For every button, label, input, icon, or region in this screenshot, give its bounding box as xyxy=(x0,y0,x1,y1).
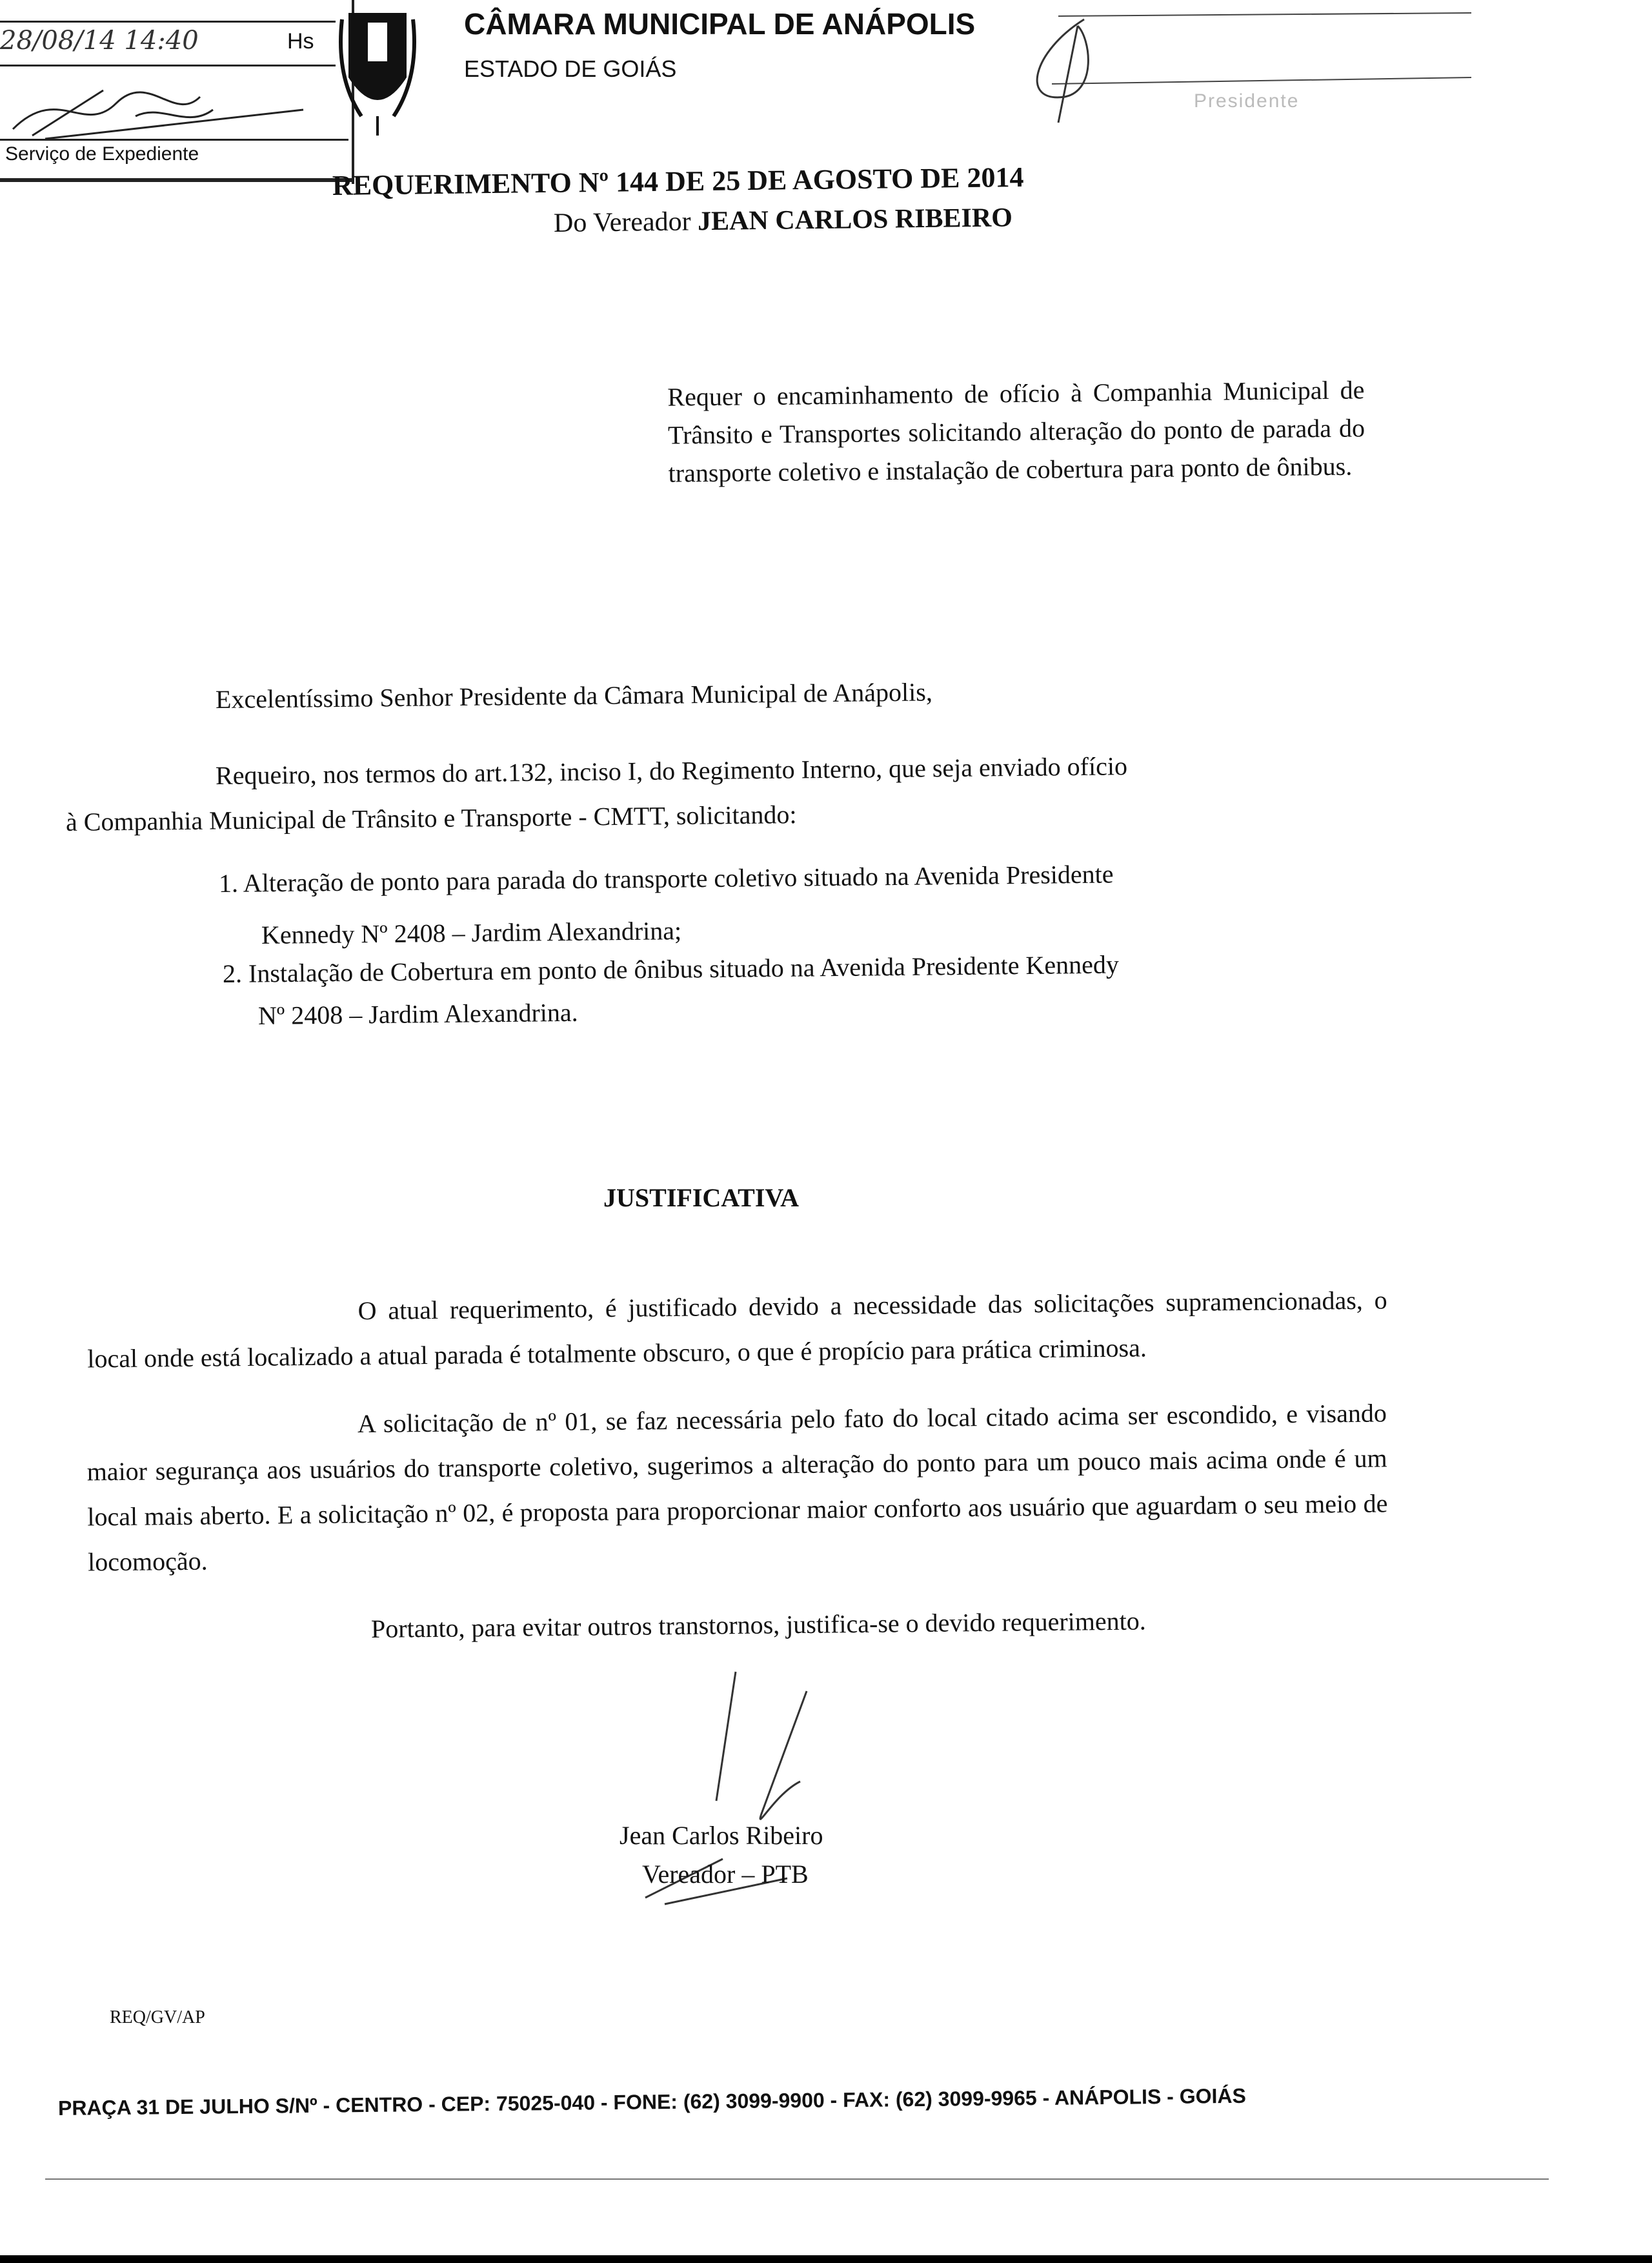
handwritten-signature xyxy=(452,1665,968,1936)
justification-paragraph-1: O atual requerimento, é justificado devido a necessidade das solicitações supramencionadas, o local onde está localizado a atual parada é totalmente obscuro, o que é propício para prática criminosa. xyxy=(87,1285,1387,1374)
justification-paragraph-2: A solicitação de nº 01, se faz necessária pelo fato do local citado acima ser escondido, e visando maior segurança aos usuários do transporte coletivo, sugerimos a alteração do ponto para um pouco mais acima onde é um local mais aberto. E a solicitação nº 02, é proposta para proporcionar maior conforto aos usuário que aguardam o seu meio de locomoção. xyxy=(86,1398,1388,1577)
author-name: JEAN CARLOS RIBEIRO xyxy=(697,203,1013,237)
stamp-signature xyxy=(6,77,316,142)
request-line-2: à Companhia Municipal de Trânsito e Transporte - CMTT, solicitando: xyxy=(65,800,797,837)
stamp-department: Serviço de Expediente xyxy=(5,143,199,165)
closing-sentence: Portanto, para evitar outros transtornos, justifica-se o devido requerimento. xyxy=(370,1606,1146,1643)
institution-name: CÂMARA MUNICIPAL DE ANÁPOLIS xyxy=(464,7,976,41)
stamp-hours-label: Hs xyxy=(287,29,314,54)
author-prefix: Do Vereador xyxy=(553,207,691,238)
list-item-2: 2. Instalação de Cobertura em ponto de ônibus situado na Avenida Presidente Kennedy xyxy=(222,949,1120,988)
reference-code: REQ/GV/AP xyxy=(110,2007,205,2027)
president-signature-stamp xyxy=(994,0,1471,148)
list-item-1-cont: Kennedy Nº 2408 – Jardim Alexandrina; xyxy=(261,916,682,949)
list-item-2-cont: Nº 2408 – Jardim Alexandrina. xyxy=(257,997,578,1030)
scan-edge-band xyxy=(0,2255,1652,2263)
document-title: REQUERIMENTO Nº 144 DE 25 DE AGOSTO DE 2014 xyxy=(332,161,1024,201)
stamp-divider xyxy=(0,21,336,23)
document-summary: Requer o encaminhamento de ofício à Companhia Municipal de Trânsito e Transportes solicitando alteração do ponto de parada do transporte coletivo e instalação de cobertura para ponto de ônibus. xyxy=(667,375,1365,488)
footer-divider xyxy=(45,2178,1549,2180)
stamp-divider xyxy=(0,65,336,66)
protocol-stamp xyxy=(0,0,354,184)
footer-address: PRAÇA 31 DE JULHO S/Nº - CENTRO - CEP: 75025-040 - FONE: (62) 3099-9900 - FAX: (62) 3099-9965 - ANÁPOLIS - GOIÁS xyxy=(57,2084,1247,2120)
signer-role: Vereador – PTB xyxy=(642,1860,809,1889)
document-author xyxy=(554,202,1012,239)
request-line-1: Requeiro, nos termos do art.132, inciso I, do Regimento Interno, que seja enviado ofício xyxy=(215,751,1128,790)
salutation: Excelentíssimo Senhor Presidente da Câmara Municipal de Anápolis, xyxy=(215,677,933,714)
state-name: ESTADO DE GOIÁS xyxy=(464,56,677,82)
stamp-divider xyxy=(0,139,348,141)
handwritten-date: 28/08/14 14:40 xyxy=(0,26,199,56)
stamp-divider xyxy=(0,178,352,182)
municipal-crest-logo xyxy=(336,0,419,136)
list-item-1: 1. Alteração de ponto para parada do transporte coletivo situado na Avenida Presidente xyxy=(218,859,1114,898)
justification-heading: JUSTIFICATIVA xyxy=(603,1183,800,1212)
signer-name: Jean Carlos Ribeiro xyxy=(620,1821,823,1850)
president-label: Presidente xyxy=(1194,90,1300,112)
